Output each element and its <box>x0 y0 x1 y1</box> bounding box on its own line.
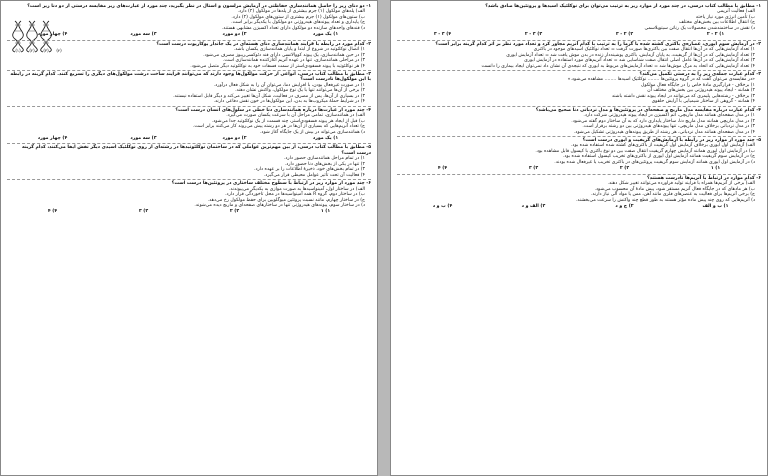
question-text: چند مورد از موارد زیر در ارتباط با سطوح مختلف ساختاری در پروتئین‌ها درست است؟ <box>171 181 365 187</box>
question-option: ۴) در مدل صفحه‌ای همانند مدل نردبانی، هر رشته از طریق پیوندهای هیدروژنی تشکیل می‌شود. <box>573 129 755 135</box>
answer-choice[interactable]: ۱) ب و الف <box>702 203 729 209</box>
question-number-separator: - <box>754 4 759 9</box>
question-option: الف) فعالیت آنزیمی <box>716 9 755 15</box>
question-text: کدام عبارت درباره مقایسه مدل ماریچ و صفحه‌ای در پروتئین‌ها و مدل نردبانی دنا صحیح می‌باشد؟ <box>535 107 755 113</box>
answer-choice[interactable]: ۲) ۲ - ۳ <box>615 32 634 38</box>
question-option: ۴) همانند - گروهی از ساختار شیمیایی با آرایش حلقوی <box>651 99 755 105</box>
right-question-list <box>397 4 761 209</box>
question-number-separator: - <box>364 181 369 187</box>
question-option: ج) در آزمایش سوم گریفیت همانند آزمایش اول ایوری از باکتری‌های تخریب کپسول استفاده شده بود. <box>562 154 755 160</box>
question-divider <box>7 40 371 41</box>
question-text: دو دنای زیر را حاصل همانندسازی حفاظتی در آزمایش مزلسون و استال در نظر بگیرید، چند مورد از عبارت‌های زیر مقایسه درستی از دو دنا زیر است؟ <box>27 4 365 9</box>
question-number-separator: - <box>364 4 369 9</box>
question-number-separator: - <box>364 107 369 113</box>
question-number: ۴ <box>758 107 761 113</box>
question-number-separator: - <box>754 137 759 143</box>
question-number: ۳ <box>368 71 371 77</box>
question-text: کدام مورد در رابطه با فرایند همانندسازی دنای هسته‌ای در یک جاندار یوکاریوت درست است؟ <box>156 41 365 47</box>
question-option: د) آنزیم‌هایی که روی چند پیش ماده مؤثر هستند به طور قطع چند واکنش را سرعت می‌بخشند. <box>575 197 755 203</box>
question-option: ب) در ساختار دوم، گروه R همه آمینواسیدها در محل تاخوردگی قرار دارد. <box>225 192 365 198</box>
answer-choices-row <box>7 136 371 141</box>
question-option: د) قندهای واحدهای سازنده دو مولکول دارای تعداد اکسیژن مشابهی هستند. <box>221 25 365 31</box>
question <box>397 42 761 69</box>
answer-choices-row <box>7 32 371 37</box>
question <box>7 181 371 215</box>
question <box>7 4 371 38</box>
question-number: ۱ <box>758 4 761 9</box>
question-text: مطابق با مطالب کتاب درسی، انواعی از حرکت مولکول‌ها وجود دارند که می‌توانند فرایند ساخت درشت مولکول‌های دیگری را تسریع کنند. کدام گزینه در رابطه با این مولکول‌ها نادرست است؟ <box>10 71 371 83</box>
question-option: ج) تعداد آنزیم‌هایی که بسیاری از آن‌ها در هر دو رشته پیش می‌روند کار می‌کنند برابر است. <box>192 124 365 130</box>
question <box>7 145 371 178</box>
question-option: ۱) در مدل صفحه‌ای همانند مدل ماریچی، اتم اکسیژن در ایجاد پیوند هیدروژنی شرکت دارد. <box>583 113 755 119</box>
answer-choice[interactable]: ۲) دو مورد <box>222 135 247 141</box>
question-option: ۳) در تمام بخش‌های خود، ذخیرهٔ اطلاعات را بر عهده دارد. <box>254 167 365 173</box>
question-option: ب) قبل از ایجاد هر پیوند فسفودی‌استر، چند قسمت از یک نوکلئوتید جدا می‌شود. <box>211 118 365 124</box>
question-option: ۳) در مدل نردبانی برخلاف مدل ماریچی، تنها پیوندهای هیدروژنی بین دو رشته برقرار است. <box>582 124 755 130</box>
question-divider <box>397 174 761 175</box>
question <box>7 42 371 69</box>
figure-label: (۳) <box>43 48 49 53</box>
right-page-content <box>397 4 761 472</box>
question-option: ج) برخی آنزیم‌ها برای فعالیت به عنصرهای فلزی مانند آهن، مس یا مواد آلی نیاز دارند. <box>590 192 755 198</box>
question-option: د) همانندسازی می‌تواند در بیش از یک جایگاه آغاز شود. <box>259 129 365 135</box>
answer-choice[interactable]: ۴) چهار مورد <box>37 135 68 141</box>
question-option: ۳) برخلاف - رشته‌هایی پلیمری که می‌توانند در ایجاد پیوند نقش داشته باشند <box>611 93 755 99</box>
question-divider <box>397 40 761 41</box>
figure-label: (۱) <box>15 48 21 53</box>
answer-choices-row <box>397 32 761 37</box>
question-option: ج) در ساختار چهارم، مانند نسبت پروتئین میوگلوبین برای حفظ مولکول رخ می‌دهد. <box>207 197 365 203</box>
question-option: ۴) تعداد آزمایش‌هایی که اتحاد به مرگ موش‌ها شد = تعداد آزمایش‌های مربوط به ایوری که نتیجه‌ی آن نشان داد نمی‌توان ایجاد بیماری را دانست <box>481 63 755 69</box>
question-divider <box>397 70 761 71</box>
answer-choice[interactable]: ۴) ۴ <box>437 166 448 172</box>
question-number: ۴ <box>368 107 371 113</box>
figure-label: (۲) <box>29 48 35 53</box>
question-number: ۵ <box>368 145 371 151</box>
question-number: ۳ <box>758 71 761 77</box>
answer-choices-row <box>397 166 761 171</box>
question-option: الف) در همانندسازی، تمامی مراحل آن با سرعت یکسان صورت می‌گیرد. <box>226 113 365 119</box>
question-number-separator: - <box>754 71 759 77</box>
page-gutter <box>378 0 390 476</box>
answer-choice[interactable]: ۲) ۲ <box>619 166 630 172</box>
answer-choice[interactable]: ۱) یک مورد <box>312 32 339 38</box>
answer-choice[interactable]: ۱) ۱ <box>710 166 721 172</box>
answer-choice[interactable]: ۴) ۳ - ۳ <box>433 32 452 38</box>
question-number-separator: - <box>754 41 759 47</box>
question-option: الف) پله‌های مولکول (۱) جرم بیشتری از پله‌ها در مولکول (۲) دارد. <box>237 9 365 15</box>
answer-choice[interactable]: ۱) ۱ <box>320 209 331 215</box>
question-option: ۲) در مدل ماریچی همانند مدل ماریچ دنا، ساختار پایداری دارد که به آن ساختار دوم گفته می‌شود. <box>571 118 755 124</box>
question <box>397 176 761 210</box>
question <box>397 72 761 105</box>
question-text: مطابق با مطالب کتاب درسی، در چند مورد از موارد زیر به ترتیب می‌توان برای نوکلئیک اسیدها و پروتئین‌ها صادق باشد؟ <box>485 4 755 9</box>
question-option: ۳) تعداد آزمایش‌هایی که در آن‌ها عامل اصلی انتقال صفت شناسایی شد = تعداد آنزیم‌های مورد استفاده در آزمایش ایوری <box>524 58 755 64</box>
question <box>397 4 761 38</box>
answer-choice[interactable]: ۴) ب و د <box>432 203 453 209</box>
question-divider <box>7 70 371 71</box>
question-option: ب) تأمین انرژی مورد نیاز یاخته <box>695 14 755 20</box>
figure-label: (۴) <box>56 48 62 53</box>
question <box>7 108 371 142</box>
question-number-separator: - <box>364 41 369 47</box>
answer-choice[interactable]: ۴) ۴ <box>47 209 58 215</box>
left-page <box>0 0 378 476</box>
question-option: ۱) در صورت غیرفعال بودن، با افزایش دما، می‌توان آن را به شکل فعال درآورد. <box>213 82 365 88</box>
question-option: ۲) تعداد آزمایش‌هایی که در آن‌ها از گریفیت، به پایان آزمایش، باکتری پوشینه‌دار زنده در بدن موش یافت شد = تعداد آزمایش ایوری <box>506 52 755 58</box>
question-number: ۱ <box>368 4 371 9</box>
answer-choice[interactable]: ۲) دو مورد <box>222 32 247 38</box>
question-text: کدام موارد در ارتباط با آنزیم‌ها نادرست هستند؟ <box>646 175 755 181</box>
answer-choice[interactable]: ۱) یک مورد <box>312 135 339 141</box>
question-option: ۲) در حین همانندسازی، یک پیوند کووالانسی دارای قند دئوکسی‌ریبوز مصرف می‌شود. <box>203 52 365 58</box>
question-option: ۱) برخلاف - قرارگیری مادهٔ خاص را در جایگاه فعال مولکول <box>641 82 755 88</box>
question-option: ب) در آزمایش اول ایوری همانند آزمایش چهارم گریفیت انتقال صفت بین دو نوع باکتری با کپسول قابل مشاهده بود. <box>535 148 755 154</box>
question-number-separator: - <box>754 175 759 181</box>
question-option: الف) برخی از آنزیم‌ها همراه با فرایند تولید فراورده می‌توانند تغییر شکل دهند. <box>607 181 755 187</box>
answer-choice[interactable]: ۴) چهار مورد <box>37 32 68 38</box>
question-divider <box>7 106 371 107</box>
question-number-separator: - <box>754 107 759 113</box>
question-text: چند مورد از موارد زیر در رابطه با آزمایش‌های گریفیت و ایوری درست است؟ <box>582 137 755 143</box>
question-text: کدام عبارت جمله‌ی زیر را به درستی تکمیل می‌کند؟ <box>639 71 755 77</box>
question-option: الف) آزمایش اول ایوری برخلاف آزمایش اول گریفیت از باکتری‌های کشته شده استفاده شده بود. <box>570 143 755 149</box>
answer-choice[interactable]: ۲) ۲ <box>229 209 240 215</box>
question-stem <box>7 145 371 156</box>
question-option: الف) در ساختار اول، آمینواسیدها به صورت موازی به یکدیگر می‌پیوندند. <box>228 186 365 192</box>
question-number: ۶ <box>368 181 371 187</box>
question-divider <box>7 179 371 180</box>
question-number: ۵ <box>758 137 761 143</box>
question-number: ۶ <box>758 175 761 181</box>
question-option: ج) پایداری و تعداد پیوندهای هیدروژنی دو مولکول با یکدیگر برابر است. <box>231 20 365 26</box>
answer-choice[interactable]: ۲) ج و د <box>615 203 634 209</box>
question-option: ۱) اتصال نوکلئوتید در شروع از ابتدا و پایان همانندسازی یکسان باشد. <box>233 47 365 53</box>
right-page <box>390 0 768 476</box>
answer-choice[interactable]: ۳) الف و د <box>521 203 546 209</box>
answer-choices-row <box>397 204 761 209</box>
question-number-separator: - <box>364 145 369 151</box>
question-option: ۱) در تمام مراحل همانندسازی حضور دارد. <box>283 156 365 162</box>
question-divider <box>397 136 761 137</box>
question-divider <box>397 106 761 107</box>
question-number-separator: - <box>364 71 369 77</box>
question-option: د) نقش در ساختمندشدن محصولات یک رناتن سیتوپلاسمی <box>644 25 755 31</box>
question-text: در آزمایش سوم ایوری، عصاره‌ی باکتری کشته شده با گرما را به ترتیب با کدام آنزیم مجاور کرد و تعداد مورد نظر بر اثر کدام گزینه برابر است؟ <box>435 41 755 47</box>
question-option: ۲) برخی از آن‌ها می‌توانند تنها با یک نوع مولکول، واکنش نشان دهند. <box>235 88 365 94</box>
question-number: ۲ <box>368 41 371 47</box>
question-option: ۱) تعداد آزمایش‌هایی که در آن‌ها انتقال صفت بین باکتری‌ها صورت گرفت = تعداد نوکلئیک اسیدهای موجود در باکتری <box>533 47 755 53</box>
question-option: ج) انتقال اطلاعات بین بخش‌های مختلف <box>679 20 755 26</box>
question-option: ۳) در بسیاری از آن‌ها، پس از مصرف در فعالیت، شکل آن‌ها تغییر می‌کند و دیگر قابل استفاده نیستند. <box>173 93 365 99</box>
left-page-content <box>7 4 371 472</box>
question-option: د) در آزمایش اول ایوری همانند آزمایش سوم گریفیت پروتئین‌های در باکتری تخریب یا غیرفعال شده بودند. <box>554 159 755 165</box>
question-option: ۳) در مراحلی همانندسازی، تنها در عهده آنزیم آغازکننده همانندسازی است. <box>222 58 365 64</box>
question <box>397 138 761 172</box>
left-question-list <box>7 4 371 215</box>
answer-choice[interactable]: ۳) ۳ - ۲ <box>524 32 543 38</box>
answer-choice[interactable]: ۳) سه مورد <box>130 32 157 38</box>
answer-choice[interactable]: ۳) سه مورد <box>130 135 157 141</box>
answer-choice[interactable]: ۱) ۲ - ۲ <box>706 32 725 38</box>
question-option: «در مقایسه‌ی می‌توان گفت که در گروه پروتئین‌ها ........ نوکلئیک اسیدها ........ مشاهده می‌شود.» <box>567 77 755 83</box>
question-option: ۴) فعالیت آن تحت تأثیر عوامل محیطی قرار می‌گیرد. <box>263 172 365 178</box>
question-stem <box>7 72 371 83</box>
question-option: ۲) تنها در یکی از بخش‌های دنا حضور دارد. <box>284 161 365 167</box>
question-option: ۴) در شرایط حملهٔ میکروب‌ها به بدن، این مولکول‌ها در خون نقش دفاعی دارند. <box>213 99 365 105</box>
question-text: مطابق با مطالب کتاب درسی، از بین مهم‌ترین عواملی که در ساختمان نوکلئوتیدها در رشته‌ای از روی نوکلئیک اسیدی دیگر نقش ایفا می‌کنند، کدام گزینه درست است؟ <box>22 145 371 156</box>
question <box>7 72 371 105</box>
answer-choices-row <box>7 209 371 214</box>
question-option: د) در ساختار سوم، پیوندهای هیدروژنی تنها در ساختارهای صفحه‌ای و ماریچ دیده می‌شوند. <box>194 202 365 208</box>
answer-choice[interactable]: ۳) ۳ <box>528 166 539 172</box>
question <box>397 108 761 135</box>
question-number: ۲ <box>758 41 761 47</box>
question-option: ب) هر مادهای که در جایگاه فعال آنزیم مستقر شود، پیش مادهٔ آن محسوب می‌شود. <box>594 186 755 192</box>
question-option: ۴) هر نوکلئوتید با پیوند فسفودی‌استر از سمت فسفات خود به نوکلئوتید دیگر متصل می‌شود. <box>190 63 365 69</box>
question-option: ۲) همانند - ایجاد پیوند هیدروژنی بین بخش‌های مختلف آن <box>647 88 755 94</box>
answer-choice[interactable]: ۳) ۳ <box>138 209 149 215</box>
question-text: چند مورد از عبارت‌ها درباره همانندسازی دنا خطی در سلول‌های انسان درست است؟ <box>175 107 365 113</box>
question-option: ب) ستون‌های مولکول (۱) جرم بیشتری از ستون‌های مولکول (۲) دارد. <box>231 14 365 20</box>
